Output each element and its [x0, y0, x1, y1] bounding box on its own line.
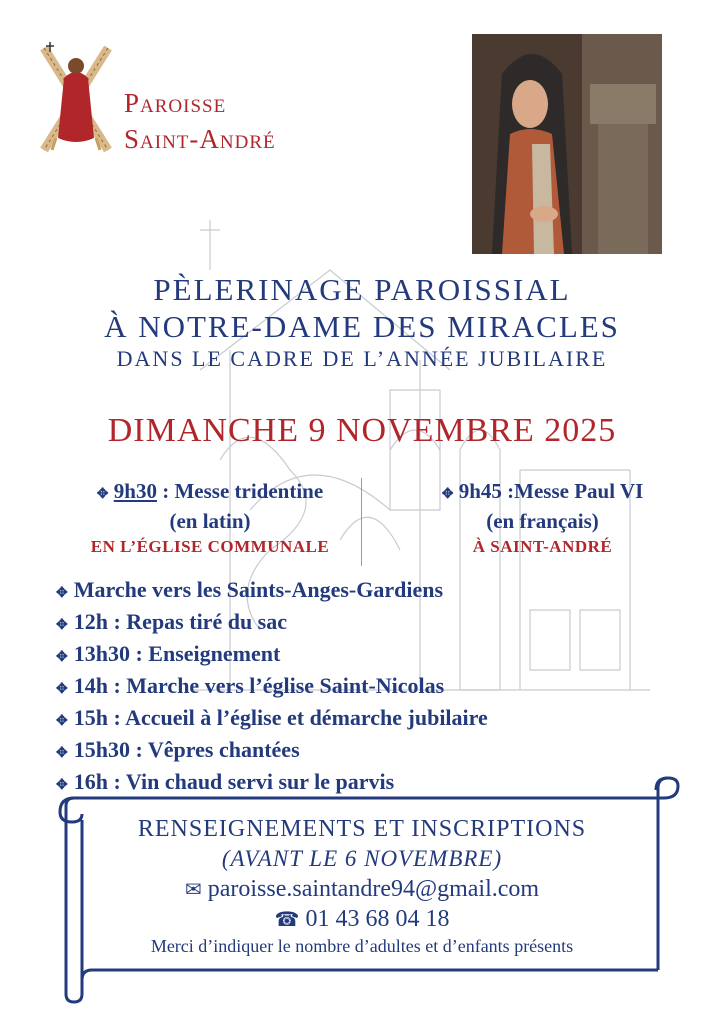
bullet-diamond-icon: ✥ [56, 650, 68, 665]
bullet-diamond-icon: ✥ [56, 586, 68, 601]
contact-email-row [0, 876, 724, 903]
event-date: DIMANCHE 9 NOVEMBRE 2025 [107, 412, 617, 449]
bullet-diamond-icon: ✥ [441, 487, 454, 502]
info-title: RENSEIGNEMENTS ET INSCRIPTIONS [137, 816, 587, 842]
contact-phone[interactable]: 01 43 68 04 18 [305, 906, 450, 932]
schedule-item: ✥ 12h : Repas tiré du sac [56, 609, 288, 634]
mass-location: À SAINT-ANDRÉ [472, 537, 613, 556]
parish-name-line2: Saint-André [124, 124, 276, 154]
schedule-item: ✥ Marche vers les Saints-Anges-Gardiens [56, 577, 444, 602]
schedule-item: ✥ 13h30 : Enseignement [56, 641, 281, 666]
contact-email[interactable]: paroisse.saintandre94@gmail.com [207, 876, 540, 902]
info-deadline: (AVANT LE 6 NOVEMBRE) [221, 846, 503, 871]
contact-phone-row [0, 906, 724, 933]
schedule-item: ✥ 14h : Marche vers l’église Saint-Nicolas [56, 673, 445, 698]
mass-location: EN L’ÉGLISE COMMUNALE [90, 537, 330, 556]
bullet-diamond-icon: ✥ [96, 487, 109, 502]
schedule-list [56, 574, 488, 798]
bullet-diamond-icon: ✥ [56, 714, 68, 729]
title-line1: PÈLERINAGE PAROISSIAL [153, 272, 571, 307]
mass-language: (en latin) [169, 509, 251, 533]
bullet-diamond-icon: ✥ [56, 778, 68, 793]
title-line3: DANS LE CADRE DE L’ANNÉE JUBILAIRE [116, 346, 608, 371]
bullet-diamond-icon: ✥ [56, 746, 68, 761]
mass-time: 9h30 [113, 479, 157, 503]
schedule-item: ✥ 15h : Accueil à l’église et démarche jubilaire [56, 705, 488, 730]
mass-title: :Messe Paul VI [501, 479, 644, 503]
mass-divider [361, 478, 362, 566]
parish-name-line1: Paroisse [124, 88, 227, 118]
mass-title: : Messe tridentine [156, 479, 324, 503]
mass-language: (en français) [486, 509, 599, 533]
bullet-diamond-icon: ✥ [56, 682, 68, 697]
mass-tridentine [60, 478, 360, 560]
telephone-icon: ☎ [274, 909, 300, 931]
schedule-item: ✥ 16h : Vin chaud servi sur le parvis [56, 769, 395, 794]
schedule-item: ✥ 15h30 : Vêpres chantées [56, 737, 300, 762]
title-line2: À NOTRE-DAME DES MIRACLES [104, 309, 620, 344]
bullet-diamond-icon: ✥ [56, 618, 68, 633]
envelope-icon: ✉ [184, 879, 202, 901]
parish-logo [36, 38, 116, 156]
mass-time: 9h45 [458, 479, 502, 503]
mass-paul-vi [425, 478, 660, 560]
info-note: Merci d’indiquer le nombre d’adultes et d’enfants présents [150, 936, 574, 956]
